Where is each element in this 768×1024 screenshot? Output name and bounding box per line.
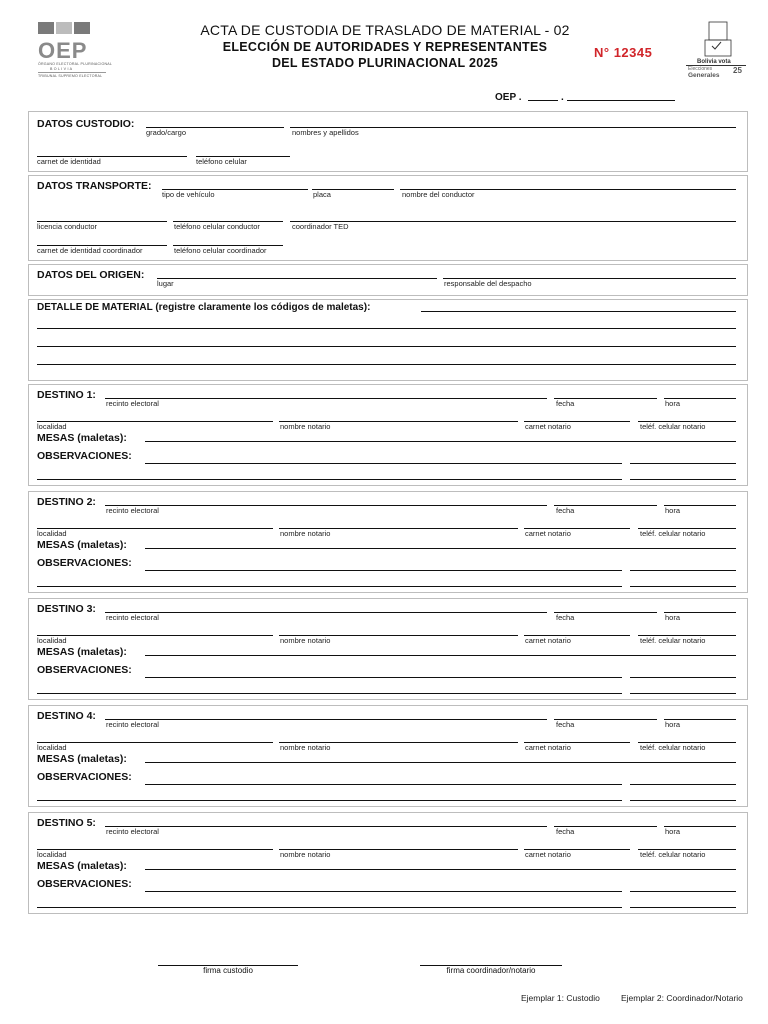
destino-5-title: DESTINO 5: (37, 817, 96, 829)
mesas-label: MESAS (maletas): (37, 432, 127, 444)
fecha-label: fecha (556, 613, 575, 622)
mesas-field[interactable] (145, 762, 736, 763)
carnet-notario-label: carnet notario (525, 850, 571, 859)
telefono-label: teléfono celular (196, 157, 247, 166)
observaciones-field-2[interactable] (37, 693, 622, 694)
lugar-field[interactable] (157, 278, 437, 279)
localidad-label: localidad (37, 850, 67, 859)
bolivia-vota-text: Bolivia vota (697, 59, 731, 65)
logo-subtitle-1: ÓRGANO ELECTORAL PLURINACIONAL (38, 62, 113, 66)
observaciones-field-4[interactable] (630, 586, 736, 587)
form-title: ACTA DE CUSTODIA DE TRASLADO DE MATERIAL - 02 (200, 22, 570, 38)
tel-conductor-label: teléfono celular conductor (174, 222, 260, 231)
transporte-title: DATOS TRANSPORTE: (37, 180, 152, 192)
localidad-label: localidad (37, 636, 67, 645)
observaciones-field-3[interactable] (630, 570, 736, 571)
fecha-label: fecha (556, 399, 575, 408)
observaciones-field-1[interactable] (145, 891, 622, 892)
lugar-label: lugar (157, 279, 174, 288)
carnet-label: carnet de identidad (37, 157, 101, 166)
oep-code-separator: . (561, 92, 564, 103)
recinto-field[interactable] (105, 398, 547, 399)
localidad-field[interactable] (37, 528, 273, 529)
firma-coordinador-label: firma coordinador/notario (446, 966, 536, 975)
notario-label: nombre notario (280, 529, 331, 538)
recinto-field[interactable] (105, 826, 547, 827)
oep-code-field-1[interactable] (528, 100, 558, 101)
logo-square-dark (38, 22, 54, 34)
fecha-label: fecha (556, 720, 575, 729)
mesas-label: MESAS (maletas): (37, 753, 127, 765)
recinto-field[interactable] (105, 612, 547, 613)
tel-notario-label: teléf. celular notario (640, 422, 706, 431)
localidad-field[interactable] (37, 635, 273, 636)
logo-text: OEP (38, 38, 88, 63)
localidad-label: localidad (37, 743, 67, 752)
observaciones-field-3[interactable] (630, 463, 736, 464)
mesas-label: MESAS (maletas): (37, 646, 127, 658)
ballot-box-icon (703, 20, 735, 60)
observaciones-field-1[interactable] (145, 784, 622, 785)
observaciones-label: OBSERVACIONES: (37, 771, 132, 783)
mesas-label: MESAS (maletas): (37, 860, 127, 872)
oep-code-field-2[interactable] (567, 100, 675, 101)
tel-notario-label: teléf. celular notario (640, 850, 706, 859)
placa-label: placa (313, 190, 331, 199)
observaciones-label: OBSERVACIONES: (37, 878, 132, 890)
form-subtitle-2: DEL ESTADO PLURINACIONAL 2025 (271, 56, 499, 70)
carnet-notario-label: carnet notario (525, 529, 571, 538)
material-field-3[interactable] (37, 346, 736, 347)
observaciones-field-3[interactable] (630, 677, 736, 678)
material-field-4[interactable] (37, 364, 736, 365)
observaciones-field-4[interactable] (630, 693, 736, 694)
observaciones-field-3[interactable] (630, 784, 736, 785)
material-title: DETALLE DE MATERIAL (registre claramente los códigos de maletas): (37, 302, 371, 313)
logo-rule (38, 72, 106, 73)
form-number: N° 12345 (594, 45, 653, 60)
destino-4-title: DESTINO 4: (37, 710, 96, 722)
observaciones-field-1[interactable] (145, 677, 622, 678)
recinto-label: recinto electoral (106, 720, 159, 729)
observaciones-field-1[interactable] (145, 570, 622, 571)
origen-title: DATOS DEL ORIGEN: (37, 269, 145, 281)
destino-2-title: DESTINO 2: (37, 496, 96, 508)
responsable-label: responsable del despacho (444, 279, 532, 288)
recinto-label: recinto electoral (106, 399, 159, 408)
logo-subtitle-3: TRIBUNAL SUPREMO ELECTORAL (38, 74, 103, 78)
logo-square-dark2 (74, 22, 90, 34)
hora-label: hora (665, 613, 681, 622)
recinto-label: recinto electoral (106, 506, 159, 515)
oep-code-label: OEP . (495, 92, 522, 103)
notario-label: nombre notario (280, 743, 331, 752)
hora-label: hora (665, 506, 681, 515)
observaciones-field-4[interactable] (630, 479, 736, 480)
carnet-coord-label: carnet de identidad coordinador (37, 246, 143, 255)
notario-label: nombre notario (280, 850, 331, 859)
coordinador-label: coordinador TED (292, 222, 349, 231)
observaciones-field-3[interactable] (630, 891, 736, 892)
logo-subtitle-2: B O L I V I A (50, 67, 73, 71)
carnet-notario-label: carnet notario (525, 422, 571, 431)
destino-3-title: DESTINO 3: (37, 603, 96, 615)
observaciones-field-2[interactable] (37, 800, 622, 801)
observaciones-label: OBSERVACIONES: (37, 557, 132, 569)
observaciones-field-2[interactable] (37, 479, 622, 480)
recinto-label: recinto electoral (106, 827, 159, 836)
localidad-field[interactable] (37, 742, 273, 743)
localidad-label: localidad (37, 422, 67, 431)
localidad-field[interactable] (37, 849, 273, 850)
destino-1-title: DESTINO 1: (37, 389, 96, 401)
material-field-1[interactable] (421, 311, 736, 312)
observaciones-field-4[interactable] (630, 907, 736, 908)
fecha-label: fecha (556, 827, 575, 836)
carnet-notario-label: carnet notario (525, 636, 571, 645)
observaciones-label: OBSERVACIONES: (37, 450, 132, 462)
observaciones-field-4[interactable] (630, 800, 736, 801)
custodio-title: DATOS CUSTODIO: (37, 118, 135, 130)
coordinador-field[interactable] (290, 221, 736, 222)
licencia-label: licencia conductor (37, 222, 98, 231)
recinto-field[interactable] (105, 719, 547, 720)
recinto-label: recinto electoral (106, 613, 159, 622)
observaciones-field-1[interactable] (145, 463, 622, 464)
hora-label: hora (665, 399, 681, 408)
tel-notario-label: teléf. celular notario (640, 636, 706, 645)
ejemplar-1: Ejemplar 1: Custodio (521, 993, 600, 1003)
form-subtitle-1: ELECCIÓN DE AUTORIDADES Y REPRESENTANTES (222, 40, 548, 54)
generales-text: Generales (688, 72, 720, 79)
hora-label: hora (665, 827, 681, 836)
fecha-label: fecha (556, 506, 575, 515)
notario-label: nombre notario (280, 636, 331, 645)
section-custodio (28, 111, 748, 172)
hora-label: hora (665, 720, 681, 729)
mesas-field[interactable] (145, 548, 736, 549)
logo-square-mid (56, 22, 72, 34)
material-field-2[interactable] (37, 328, 736, 329)
mesas-field[interactable] (145, 869, 736, 870)
tel-coord-label: teléfono celular coordinador (174, 246, 267, 255)
year-text: 25 (733, 66, 742, 75)
mesas-label: MESAS (maletas): (37, 539, 127, 551)
localidad-label: localidad (37, 529, 67, 538)
ejemplar-2: Ejemplar 2: Coordinador/Notario (621, 993, 743, 1003)
notario-label: nombre notario (280, 422, 331, 431)
tel-notario-label: teléf. celular notario (640, 529, 706, 538)
observaciones-label: OBSERVACIONES: (37, 664, 132, 676)
firma-custodio-label: firma custodio (203, 966, 253, 975)
localidad-field[interactable] (37, 421, 273, 422)
observaciones-field-2[interactable] (37, 586, 622, 587)
grado-label: grado/cargo (146, 128, 187, 137)
nombres-label: nombres y apellidos (292, 128, 359, 137)
mesas-field[interactable] (145, 441, 736, 442)
tipo-vehiculo-label: tipo de vehículo (162, 190, 215, 199)
recinto-field[interactable] (105, 505, 547, 506)
tel-notario-label: teléf. celular notario (640, 743, 706, 752)
mesas-field[interactable] (145, 655, 736, 656)
carnet-notario-label: carnet notario (525, 743, 571, 752)
observaciones-field-2[interactable] (37, 907, 622, 908)
conductor-label: nombre del conductor (402, 190, 475, 199)
elecciones-text: Elecciones (688, 66, 713, 72)
